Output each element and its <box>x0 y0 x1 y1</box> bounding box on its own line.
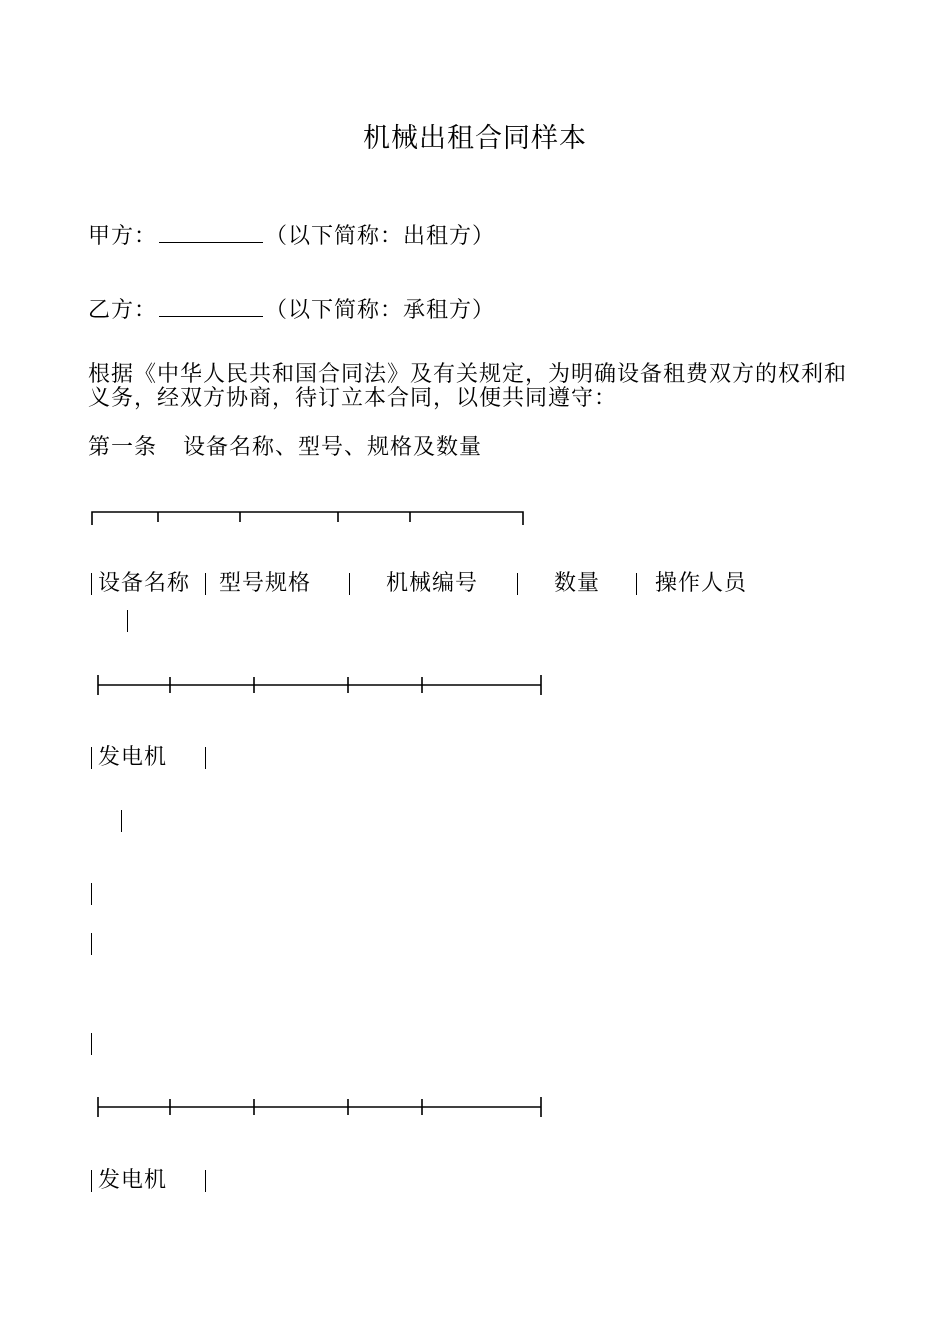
table-cell-divider <box>205 573 206 595</box>
table-cell-divider <box>517 573 518 595</box>
table-row-2-name: 发电机 <box>98 1168 168 1193</box>
table-row-1-name: 发电机 <box>98 745 168 770</box>
party-a-label: 甲方： <box>88 224 158 249</box>
article-1-title: 设备名称、型号、规格及数量 <box>183 435 483 460</box>
party-b-label: 乙方： <box>88 298 158 323</box>
party-a-note: （以下简称：出租方） <box>265 224 496 249</box>
table-separator-2 <box>98 1097 541 1117</box>
table-top-border <box>92 512 523 525</box>
table-cell-divider <box>91 747 92 769</box>
party-b-note: （以下简称：承租方） <box>265 298 496 323</box>
table-cell-divider <box>205 747 206 769</box>
table-cell-divider <box>91 1033 92 1055</box>
table-cell-divider <box>127 610 128 632</box>
table-cell-divider <box>636 573 637 595</box>
table-header-serial: 机械编号 <box>386 571 479 596</box>
table-header-quantity: 数量 <box>554 571 601 596</box>
table-cell-divider <box>91 1170 92 1192</box>
intro-paragraph: 根据《中华人民共和国合同法》及有关规定，为明确设备租费双方的权利和义务，经双方协商，待订立本合同，以便共同遵守： <box>88 362 848 411</box>
table-cell-divider <box>349 573 350 595</box>
table-header-name: 设备名称 <box>98 571 191 596</box>
table-header-model: 型号规格 <box>219 571 312 596</box>
article-1-number: 第一条 <box>88 435 158 460</box>
table-cell-divider <box>121 810 122 832</box>
table-separator-1 <box>98 675 541 695</box>
table-cell-divider <box>91 573 92 595</box>
table-cell-divider <box>91 883 92 905</box>
table-header-operator: 操作人员 <box>655 571 748 596</box>
table-cell-divider <box>205 1170 206 1192</box>
table-cell-divider <box>91 933 92 955</box>
document-title: 机械出租合同样本 <box>363 123 587 154</box>
